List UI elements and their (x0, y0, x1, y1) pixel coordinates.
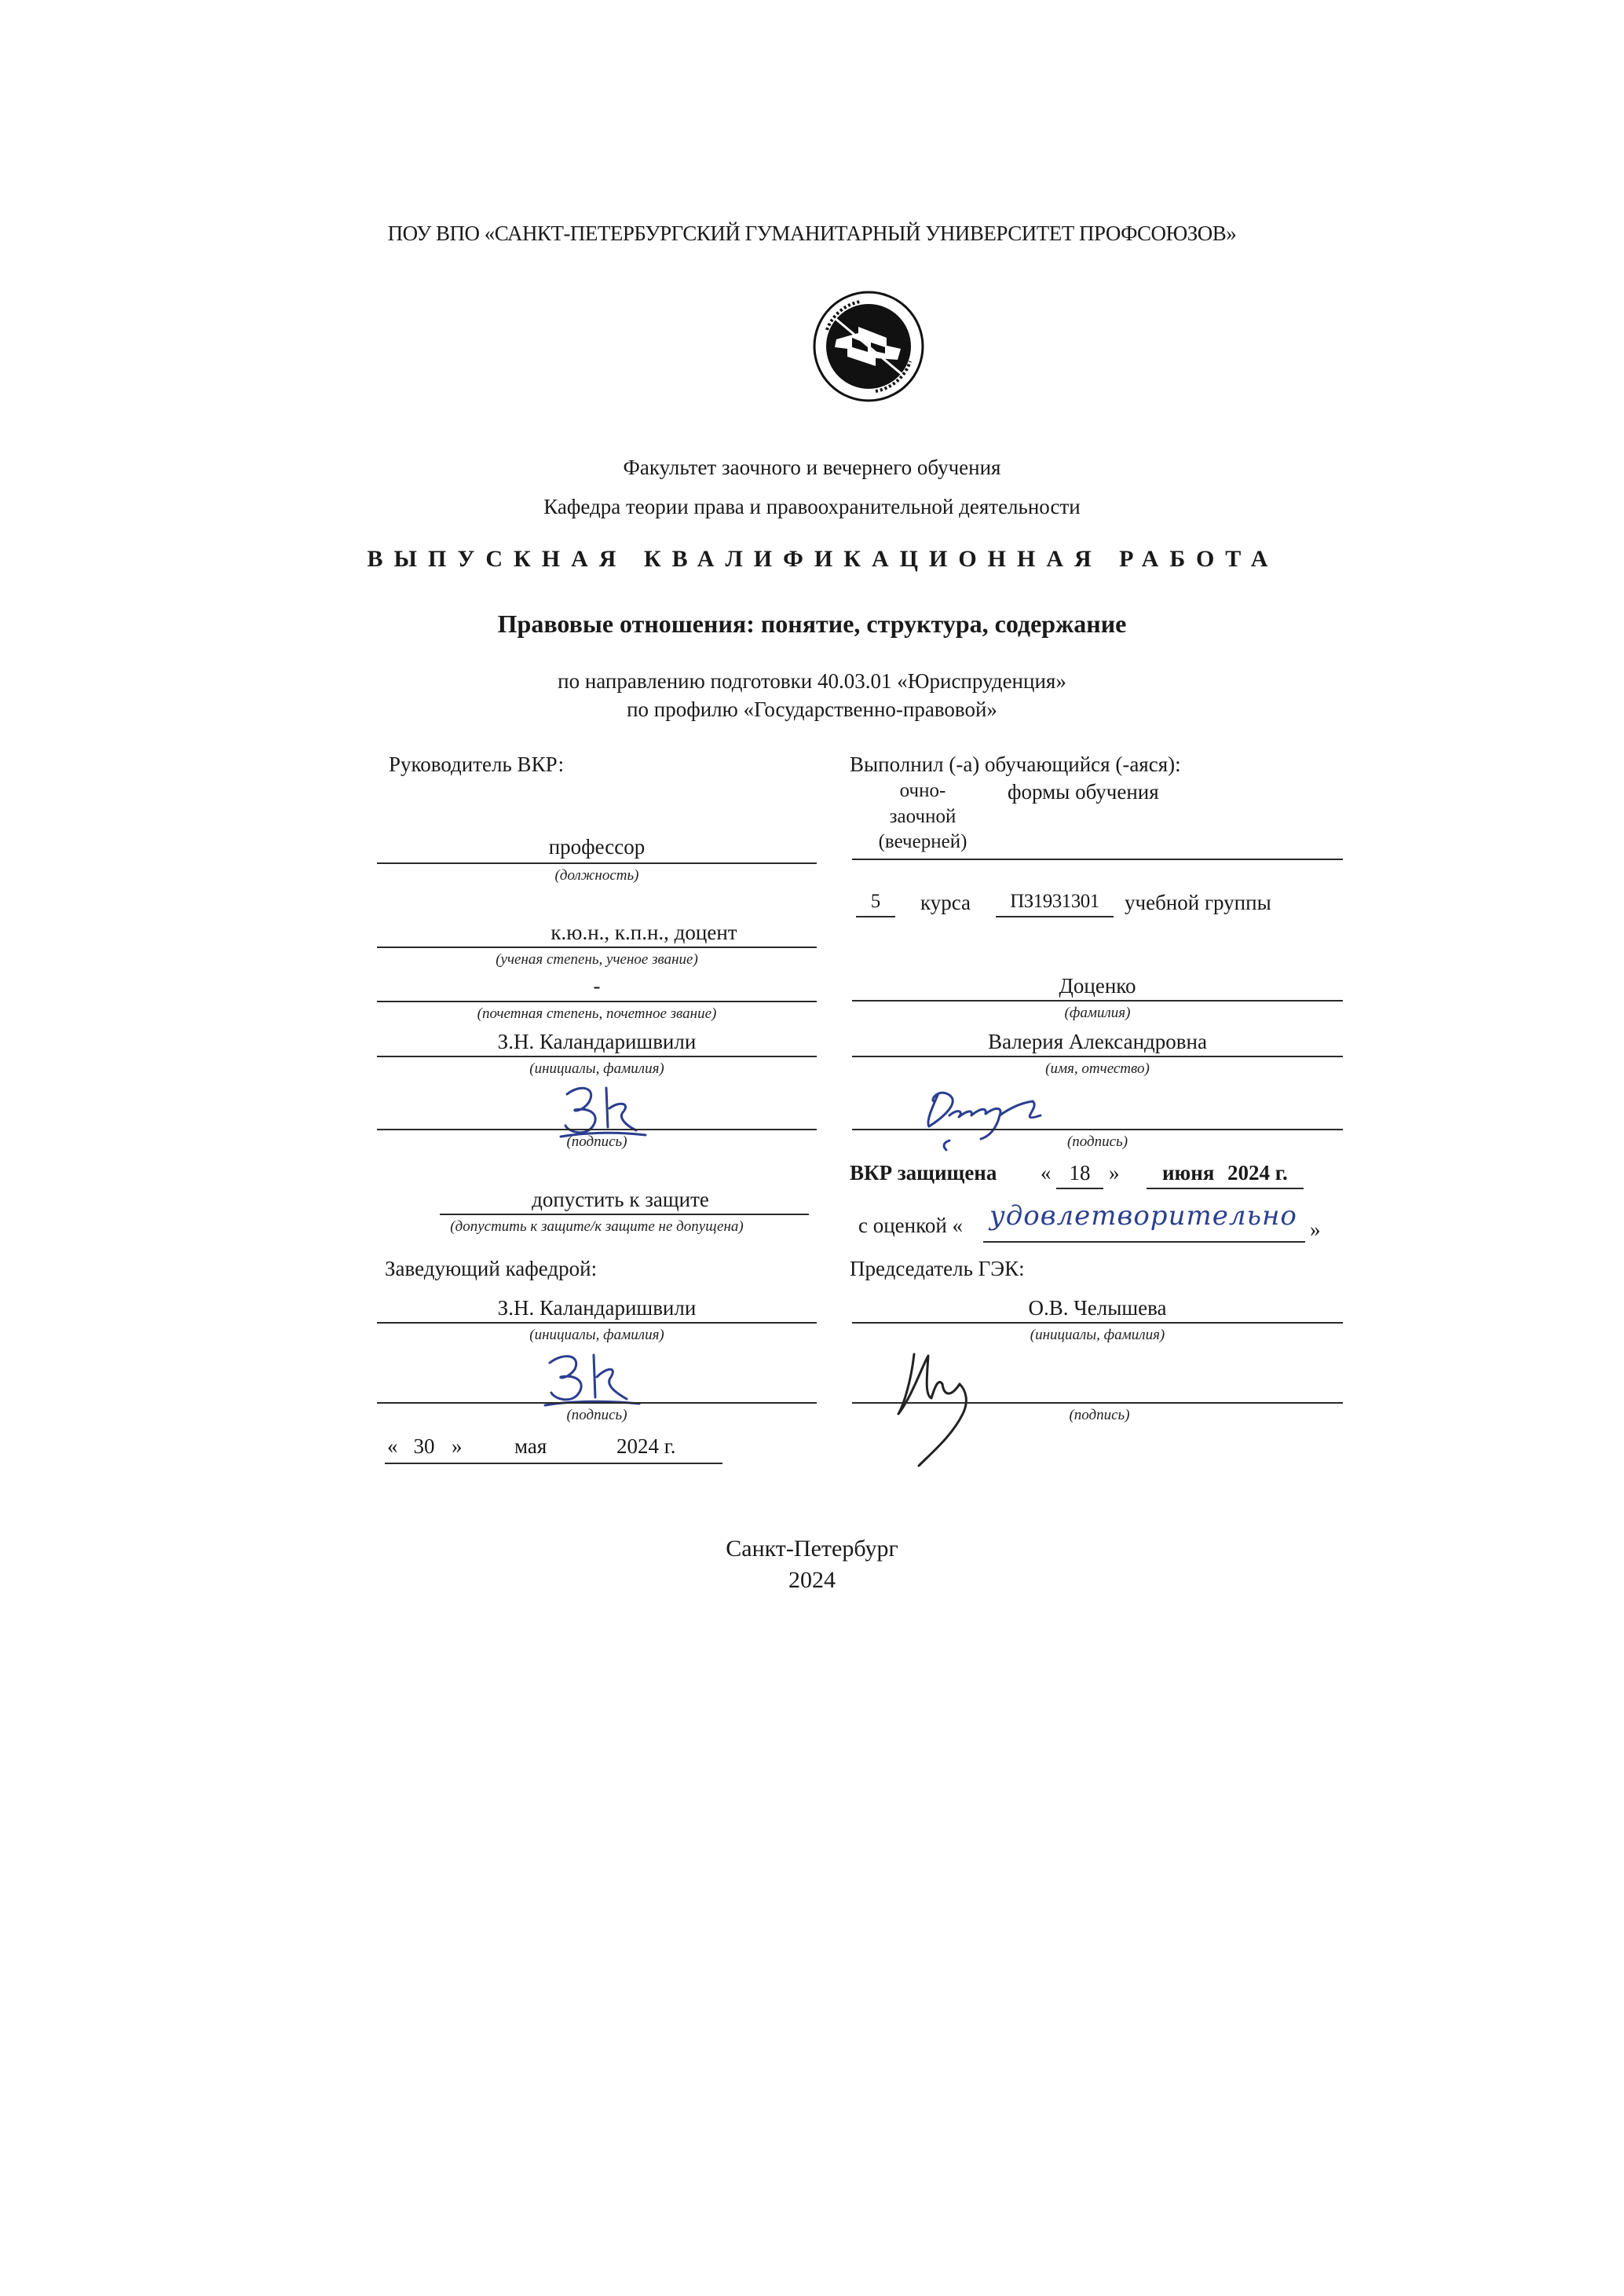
student-surname-line (852, 1000, 1343, 1002)
supervisor-decision-caption: (допустить к защите/к защите не допущена) (450, 1218, 744, 1235)
grade-value: удовлетворительно (989, 1200, 1297, 1232)
head-name-line (377, 1322, 817, 1324)
head-date-day: 30 (413, 1434, 435, 1458)
head-date-line (385, 1463, 722, 1464)
group-number: ПЗ1931301 (1010, 891, 1099, 912)
supervisor-honorary: - (593, 974, 601, 998)
student-given-names-caption: (имя, отчество) (1045, 1060, 1150, 1077)
defense-label: ВКР защищена (850, 1161, 997, 1185)
supervisor-position-caption: (должность) (554, 867, 639, 884)
defense-date-close: » (1109, 1161, 1120, 1185)
chair-name-line (852, 1322, 1343, 1324)
grade-label: с оценкой « (858, 1214, 964, 1237)
defense-date-open: « (1041, 1161, 1052, 1185)
student-label: Выполнил (-а) обучающийся (-аяся): (850, 753, 1181, 776)
group-label: учебной группы (1125, 891, 1271, 914)
chair-signature-caption: (подпись) (1069, 1407, 1130, 1423)
study-form-line1: очно- (899, 780, 946, 801)
course-number: 5 (870, 891, 881, 912)
supervisor-degree: к.ю.н., к.п.н., доцент (550, 921, 737, 944)
supervisor-name-line (377, 1056, 817, 1057)
supervisor-signature-line (377, 1129, 817, 1130)
head-signature (542, 1347, 644, 1410)
study-form-suffix: формы обучения (1008, 780, 1159, 804)
head-date-open: « (387, 1434, 398, 1458)
chair-name-caption: (инициалы, фамилия) (1030, 1327, 1165, 1343)
supervisor-degree-line (377, 947, 817, 948)
department-name: Кафедра теории права и правоохранительной деятельности (543, 495, 1081, 518)
head-label: Заведующий кафедрой: (385, 1257, 598, 1280)
student-given-names-line (852, 1056, 1343, 1057)
study-direction: по направлению подготовки 40.03.01 «Юриспруденция» (558, 669, 1066, 693)
defense-year: 2024 г. (1227, 1161, 1288, 1185)
supervisor-honorary-line (377, 1001, 817, 1002)
faculty-name: Факультет заочного и вечернего обучения (623, 456, 1001, 479)
defense-day-line (1056, 1188, 1103, 1189)
thesis-topic: Правовые отношения: понятие, структура, содержание (497, 610, 1127, 638)
supervisor-position-line (377, 862, 817, 864)
group-number-line (996, 916, 1114, 917)
chair-label: Председатель ГЭК: (850, 1257, 1025, 1280)
student-given-names: Валерия Александровна (988, 1030, 1207, 1053)
study-form-line3: (вечерней) (878, 831, 967, 852)
student-signature-caption: (подпись) (1066, 1133, 1128, 1150)
head-date-month: мая (514, 1434, 547, 1458)
study-form-line2: заочной (889, 806, 956, 827)
supervisor-decision-line (440, 1214, 809, 1215)
grade-close: » (1310, 1218, 1321, 1241)
study-form-line (852, 859, 1343, 860)
head-signature-caption: (подпись) (566, 1407, 627, 1423)
head-date-close: » (452, 1434, 463, 1458)
student-surname: Доценко (1059, 974, 1136, 998)
work-type-heading: ВЫПУСКНАЯ КВАЛИФИКАЦИОННАЯ РАБОТА (367, 546, 1279, 572)
defense-month-line (1147, 1188, 1304, 1189)
chair-name: О.В. Челышева (1028, 1296, 1167, 1320)
supervisor-label: Руководитель ВКР: (389, 753, 565, 776)
head-date-year: 2024 г. (616, 1434, 676, 1458)
supervisor-decision: допустить к защите (532, 1188, 709, 1211)
grade-line (983, 1241, 1305, 1243)
head-name-caption: (инициалы, фамилия) (529, 1327, 664, 1343)
supervisor-name-caption: (инициалы, фамилия) (529, 1060, 664, 1077)
university-name: ПОУ ВПО «САНКТ-ПЕТЕРБУРГСКИЙ ГУМАНИТАРНЫЙ УНИВЕРСИТЕТ ПРОФСОЮЗОВ» (387, 222, 1237, 245)
supervisor-honorary-caption: (почетная степень, почетное звание) (477, 1005, 717, 1022)
defense-day: 18 (1069, 1161, 1091, 1185)
footer-city: Санкт-Петербург (726, 1536, 898, 1562)
chair-signature-line (852, 1402, 1343, 1404)
defense-month: июня (1162, 1161, 1215, 1185)
course-number-line (856, 916, 895, 917)
supervisor-signature-caption: (подпись) (566, 1133, 627, 1150)
student-signature-line (852, 1129, 1343, 1130)
head-name: З.Н. Каландаришвили (497, 1296, 697, 1320)
supervisor-name: З.Н. Каландаришвили (497, 1030, 697, 1053)
supervisor-degree-caption: (ученая степень, ученое звание) (496, 951, 698, 968)
university-logo-icon (813, 291, 924, 402)
head-signature-line (377, 1402, 817, 1404)
course-label: курса (920, 891, 971, 914)
supervisor-position: профессор (548, 835, 646, 859)
study-profile: по профилю «Государственно-правовой» (627, 698, 997, 721)
student-surname-caption: (фамилия) (1064, 1005, 1131, 1021)
footer-year: 2024 (788, 1567, 836, 1593)
